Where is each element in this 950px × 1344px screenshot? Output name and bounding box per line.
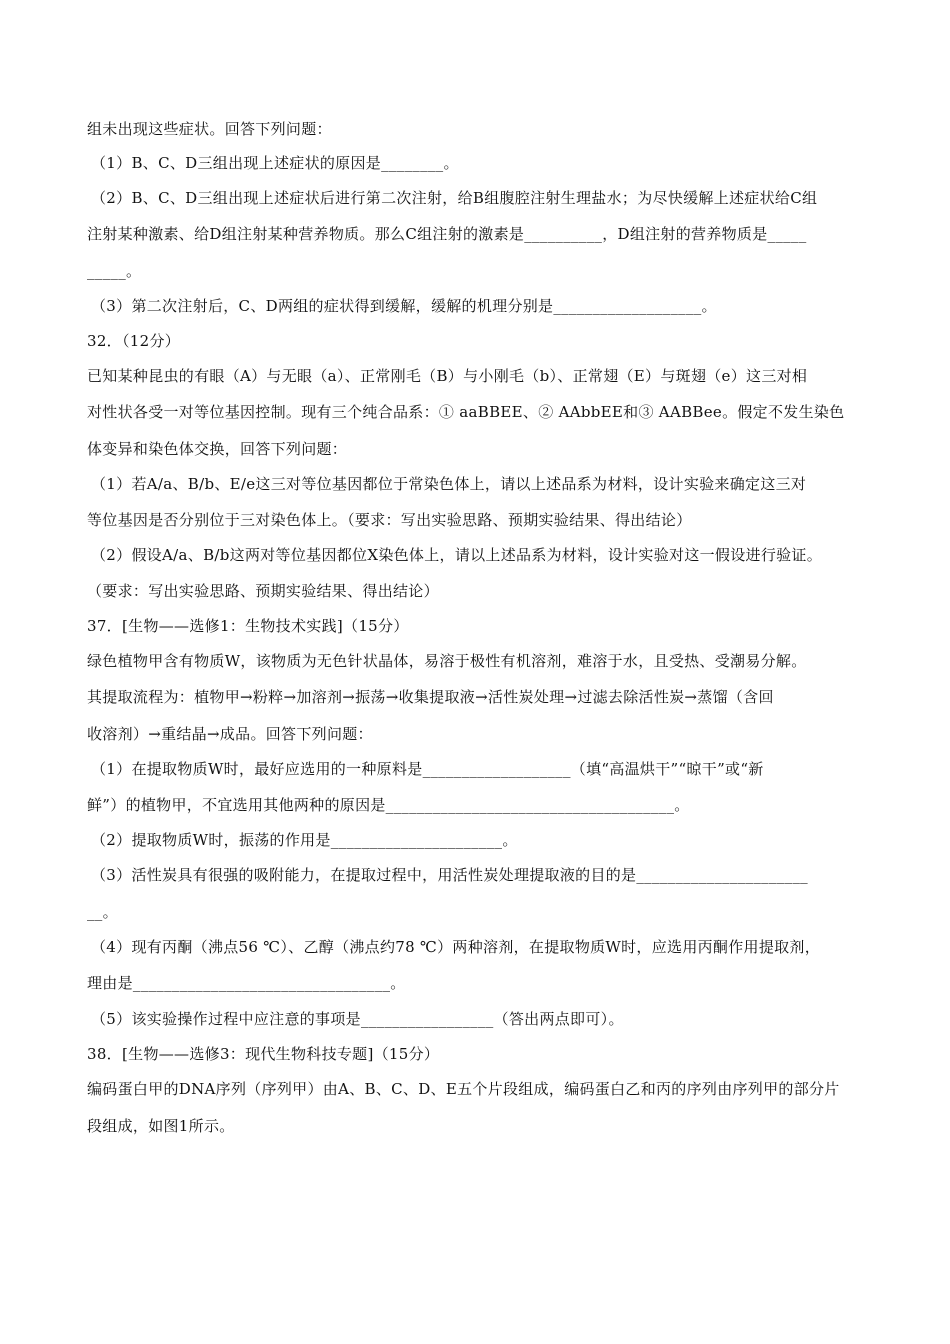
text-line: （要求：写出实验思路、预期实验结果、得出结论） [87, 582, 439, 600]
text-line: 注射某种激素、给D组注射某种营养物质。那么C组注射的激素是__________，D组注射的营养物质是_____ [87, 225, 807, 243]
question-line: （1）B、C、D三组出现上述症状的原因是________。 [91, 154, 459, 172]
text-line: 绿色植物甲含有物质W，该物质为无色针状晶体，易溶于极性有机溶剂，难溶于水，且受热、受潮易分解。 [87, 652, 807, 670]
text-line: 体变异和染色体交换，回答下列问题： [87, 440, 348, 458]
text-line: 段组成，如图1所示。 [87, 1117, 235, 1135]
text-line: 理由是_________________________________。 [87, 974, 406, 992]
text-line: 编码蛋白甲的DNA序列（序列甲）由A、B、C、D、E五个片段组成，编码蛋白乙和丙的序列由序列甲的部分片 [87, 1080, 840, 1098]
question-line: （5）该实验操作过程中应注意的事项是_________________（答出两点即可）。 [91, 1010, 624, 1028]
question-line: （3）第二次注射后，C、D两组的症状得到缓解，缓解的机理分别是___________________。 [91, 297, 717, 315]
text-line: 鲜”）的植物甲，不宜选用其他两种的原因是_____________________________________。 [87, 796, 690, 814]
question-line: （2）B、C、D三组出现上述症状后进行第二次注射，给B组腹腔注射生理盐水；为尽快缓解上述症状给C组 [91, 189, 818, 207]
text-line: 对性状各受一对等位基因控制。现有三个纯合品系：① aaBBEE、② AAbbEE和③ AABBee。假定不发生染色 [87, 403, 845, 421]
question-line: （1）若A/a、B/b、E/e这三对等位基因都位于常染色体上，请以上述品系为材料，设计实验来确定这三对 [91, 475, 807, 493]
section-heading: 38．[生物——选修3：现代生物科技专题]（15分） [87, 1045, 440, 1063]
question-line: （2）提取物质W时，振荡的作用是______________________。 [91, 831, 518, 849]
text-line: 已知某种昆虫的有眼（A）与无眼（a）、正常刚毛（B）与小刚毛（b）、正常翅（E）与斑翅（e）这三对相 [87, 367, 808, 385]
text-line: 等位基因是否分别位于三对染色体上。（要求：写出实验思路、预期实验结果、得出结论） [87, 511, 692, 529]
text-line: _____。 [87, 262, 142, 280]
section-heading: 37．[生物——选修1：生物技术实践]（15分） [87, 617, 409, 635]
question-line: （2）假设A/a、B/b这两对等位基因都位X染色体上，请以上述品系为材料，设计实验对这一假设进行验证。 [91, 546, 823, 564]
text-line: 收溶剂）→重结晶→成品。回答下列问题： [87, 725, 373, 743]
text-line: 其提取流程为：植物甲→粉粹→加溶剂→振荡→收集提取液→活性炭处理→过滤去除活性炭→蒸馏（含回 [87, 688, 774, 706]
question-line: （1）在提取物质W时，最好应选用的一种原料是___________________（填“高温烘干”“晾干”或“新 [91, 760, 764, 778]
section-heading: 32．（12分） [87, 332, 181, 350]
text-line: __。 [87, 903, 118, 921]
question-line: （3）活性炭具有很强的吸附能力，在提取过程中，用活性炭处理提取液的目的是______________________ [91, 866, 808, 884]
question-line: （4）现有丙酮（沸点56 ℃）、乙醇（沸点约78 ℃）两种溶剂，在提取物质W时，应选用丙酮作用提取剂， [91, 938, 821, 956]
text-line: 组未出现这些症状。回答下列问题： [87, 120, 332, 138]
